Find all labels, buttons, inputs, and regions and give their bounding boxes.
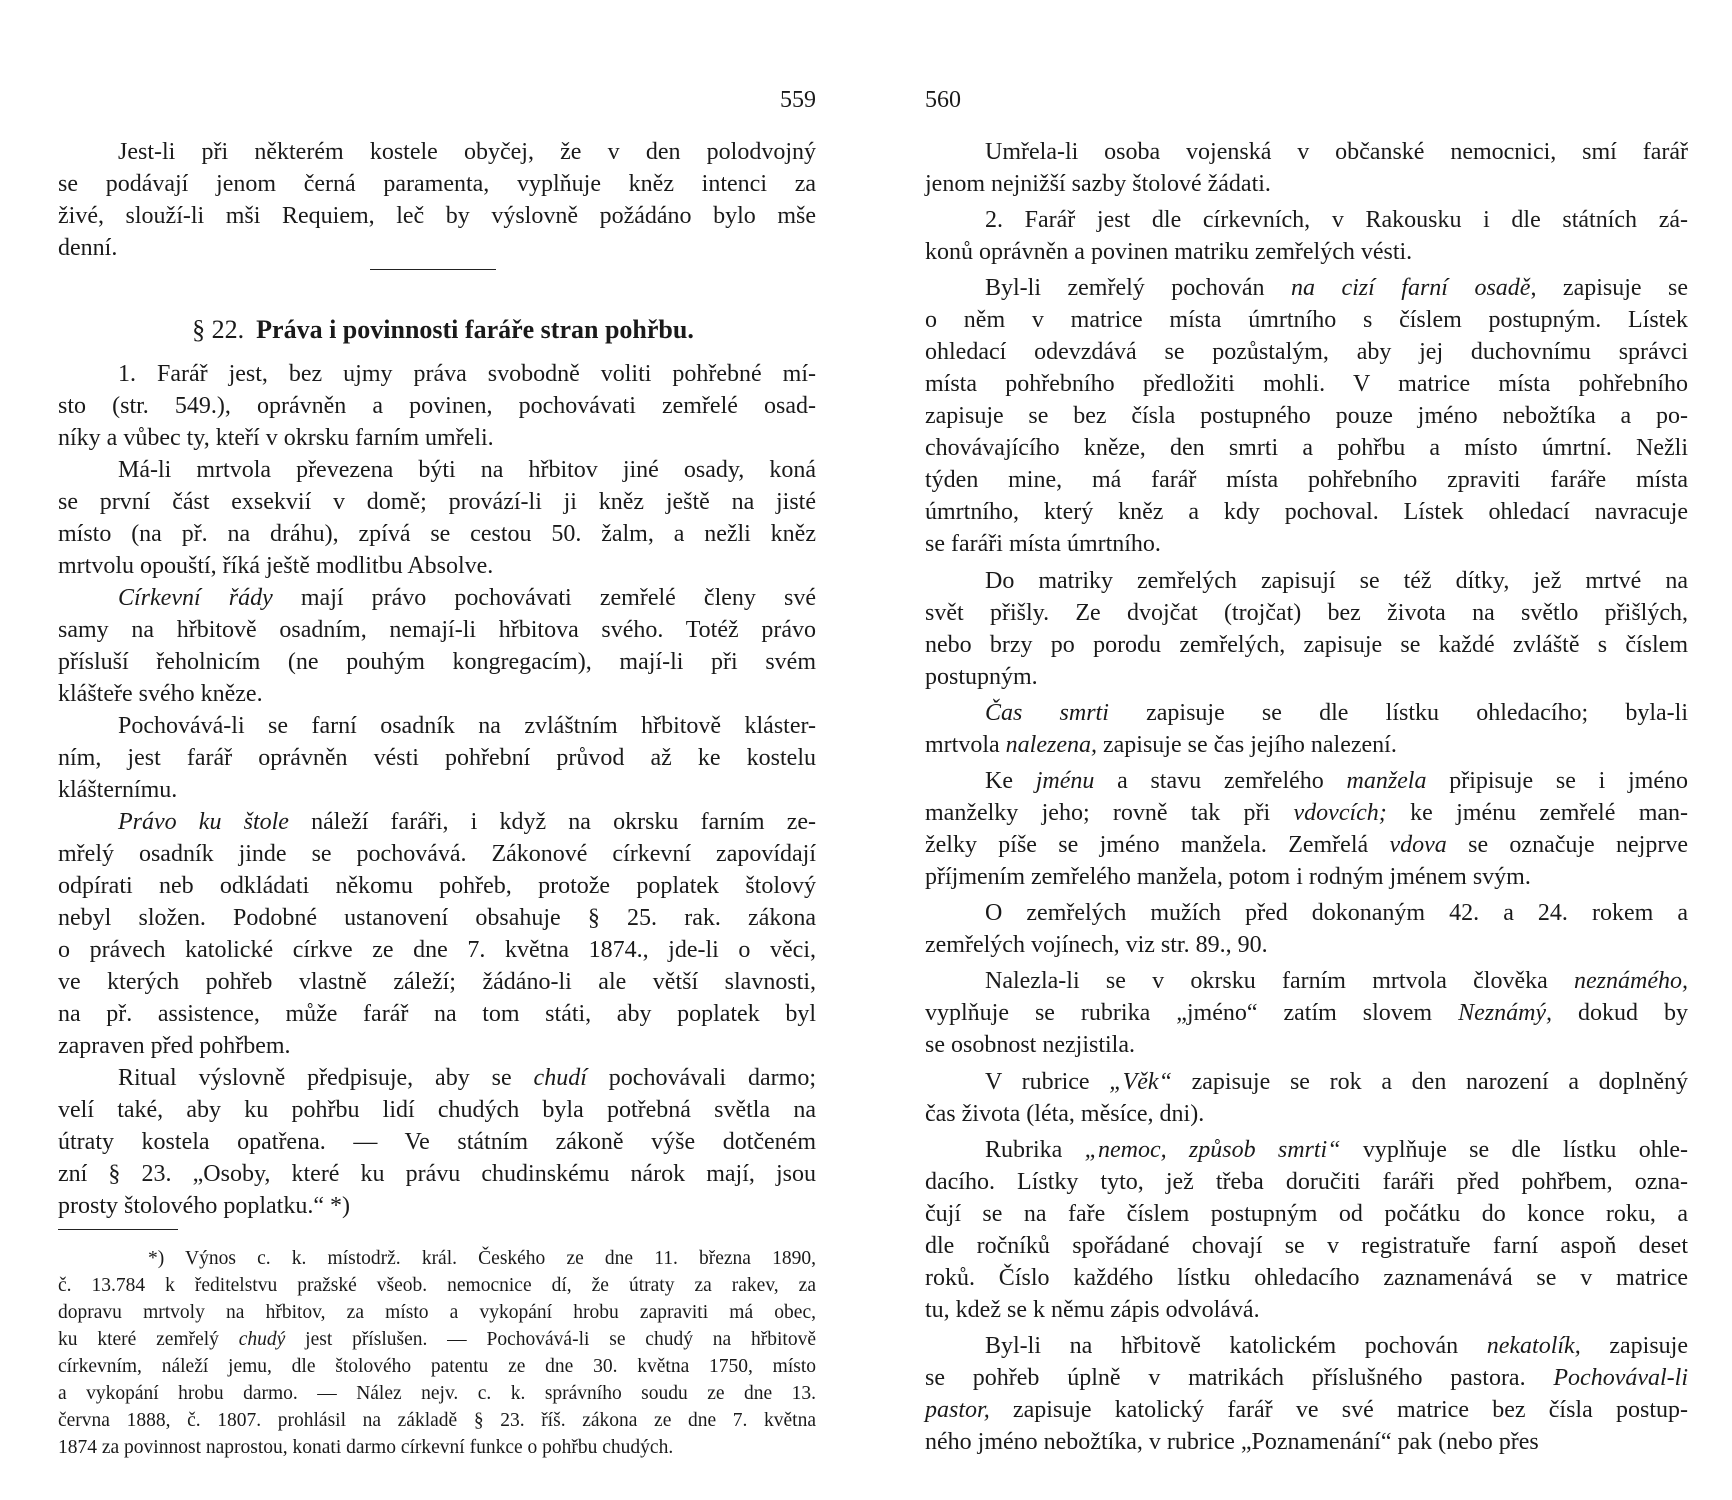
page-body [925,136,1688,1458]
paragraph [58,582,816,710]
paragraph [925,1134,1688,1326]
paragraph [925,272,1688,560]
text-run: V rubrice [985,1068,1110,1095]
text-line [58,966,816,998]
text-run: Ritual výslovně předpisuje, aby se [118,1065,534,1091]
emphasized-text: vdovcích; [1293,799,1387,826]
text-line [58,1326,816,1353]
text-run: níky a vůbec ty, kteří v okrsku farním umřeli. [58,425,494,451]
text-line [925,304,1688,336]
text-run: o něm v matrice místa úmrtního s číslem postupným. Lístek [925,307,1688,334]
text-run: nebyl složen. Podobné ustanovení obsahuje § 25. rak. zákona [58,905,816,931]
text-line [58,1245,816,1272]
text-run: Byl-li zemřelý pochován [985,275,1292,302]
paragraph [925,765,1688,893]
intro-text [58,136,816,264]
footnote [58,1245,816,1461]
text-run: týden mine, má farář místa pohřebního zpraviti faráře místa [925,467,1688,494]
text-line [925,1166,1688,1198]
text-run: živé, slouží-li mši Requiem, leč by výslovně požádáno bylo mše [58,203,816,229]
text-run: června 1888, č. 1807. prohlásil na základě § 23. říš. zákona ze dne 7. května [58,1410,816,1431]
text-run: samy na hřbitově osadním, nemají-li hřbitova svého. Totéž právo [58,617,816,643]
text-line [925,1134,1688,1166]
text-line [925,1262,1688,1294]
text-run: konů oprávněn a povinen matriku zemřelých vésti. [925,239,1413,266]
text-run: jenom nejnižší sazby štolové žádati. [925,171,1271,197]
text-run: a stavu zemřelého [1094,767,1347,794]
text-run: zapisuje se bez čísla postupného pouze jméno nebožtíka a po- [925,403,1688,430]
text-line [925,464,1688,496]
text-line [925,629,1688,661]
text-run: klášternímu. [58,777,178,803]
text-run: místa pohřebního předložiti mohli. V matrice místa pohřebního [925,371,1688,398]
section-number: § 22. [192,315,245,344]
text-line [925,496,1688,528]
emphasized-text: nekatolík, [1486,1332,1581,1359]
text-run: Jest-li při některém kostele obyčej, že v den polodvojný [118,139,816,165]
text-line [925,697,1688,729]
text-line [58,1158,816,1190]
paragraph [58,806,816,1062]
emphasized-text: neznámého, [1574,968,1688,995]
text-run: velí také, aby ku pohřbu lidí chudých byla potřebná světla na [58,1097,816,1123]
text-run: želky píše se jméno manžela. Zemřelá [925,831,1390,858]
text-line [58,934,816,966]
text-run: zapisuje se čas jejího nalezení. [1096,731,1397,758]
text-line [925,965,1688,997]
text-run: připisuje se i jméno [1426,767,1688,794]
paragraph [58,1062,816,1222]
paragraph [925,565,1688,693]
emphasized-text: Pochovával-li [1553,1364,1688,1391]
emphasized-text: vdova [1389,831,1447,858]
text-run: klášteře svého kněze. [58,681,263,707]
text-line [925,236,1688,268]
paragraph [925,697,1688,761]
text-run: sto (str. 549.), oprávněn a povinen, pochovávati zemřelé osad- [58,393,816,419]
text-run: dopravu mrtvoly na hřbitov, za místo a vykopání hrobu zapraviti má obec, [58,1302,816,1323]
paragraph [925,897,1688,961]
text-line [58,710,816,742]
text-line [58,550,816,582]
paragraph [925,1330,1688,1458]
text-line [58,1030,816,1062]
text-line [58,678,816,710]
text-run: místo (na př. na dráhu), zpívá se cestou 50. žalm, a nežli kněz [58,521,816,547]
text-line [925,929,1688,961]
text-line [58,1272,816,1299]
paragraph [58,136,816,264]
text-line [58,422,816,454]
text-line [925,997,1688,1029]
page-number: 559 [780,87,816,113]
text-line [58,200,816,232]
text-line [58,454,816,486]
text-run: se podávají jenom černá paramenta, vyplňuje kněz intenci za [58,171,816,197]
text-run: *) Výnos c. k. místodrž. král. Českého ze dne 11. března 1890, [148,1248,816,1269]
text-run: tu, kdež se k němu zápis odvolává. [925,1296,1260,1323]
emphasized-text: na cizí farní osadě [1291,275,1531,302]
text-line [925,204,1688,236]
text-line [58,1380,816,1407]
text-run: vyplňuje se rubrika „jméno“ zatím slovem [925,1000,1459,1027]
text-run: prosty štolového poplatku.“ *) [58,1193,350,1219]
emphasized-text: „nemoc, způsob smrti“ [1084,1136,1341,1163]
text-line [58,518,816,550]
emphasized-text: Neznámý, [1458,1000,1553,1027]
paragraph [925,136,1688,200]
text-run: příjmením zemřelého manžela, potom i rodným jménem svým. [925,863,1531,890]
text-line [925,1066,1688,1098]
text-run: církevním, náleží jemu, dle štolového patentu ze dne 30. května 1750, místo [58,1356,816,1377]
text-line [58,232,816,264]
text-run: ve kterých pohřeb vlastně záleží; žádáno-li ale větší slavnosti, [58,969,816,995]
text-line [925,336,1688,368]
text-line [58,998,816,1030]
text-run: chovávajícího kněze, den smrti a pohřbu a místo úmrtní. Nežli [925,435,1688,462]
text-run: ním, jest farář oprávněn vésti pohřební průvod až ke kostelu [58,745,816,771]
text-run: roků. Číslo každého lístku ohledacího zaznamenává se v matrice [925,1264,1688,1291]
text-run: a vykopání hrobu darmo. — Nález nejv. c. k. správního soudu ze dne 13. [58,1383,816,1404]
emphasized-text: Církevní řády [118,585,273,611]
text-run: dokud by [1552,1000,1688,1027]
text-line [925,1230,1688,1262]
text-line [58,358,816,390]
text-run: Pochovává-li se farní osadník na zvláštním hřbitově kláster- [118,713,816,739]
text-run: se osobnost nezjistila. [925,1032,1135,1059]
text-line [925,1198,1688,1230]
text-line [925,861,1688,893]
text-line [58,1434,816,1461]
text-run: zemřelých vojínech, viz str. 89., 90. [925,932,1268,959]
text-line [925,1426,1688,1458]
emphasized-text: pastor, [925,1396,990,1423]
text-run: dle ročníků spořádané chovají se v registratuře farní aspoň deset [925,1232,1688,1259]
text-run: ku které zemřelý [58,1329,239,1350]
text-run: se označuje nejprve [1446,831,1688,858]
text-run: Ke [985,767,1036,794]
text-line [925,765,1688,797]
paragraph [58,1245,816,1461]
text-run: dacího. Lístky tyto, jež třeba doručiti faráři před pohřbem, ozna- [925,1168,1688,1195]
emphasized-text: Čas smrti [985,699,1109,726]
text-run: manželky jeho; rovně tak při [925,799,1294,826]
text-line [58,1407,816,1434]
text-line [58,838,816,870]
text-line [58,902,816,934]
text-run: úmrtního, který kněz a kdy pochoval. Lístek ohledací navracuje [925,499,1688,526]
text-line [58,486,816,518]
emphasized-text: chudí [533,1065,587,1091]
text-run: 1874 za povinnost naprostou, konati darmo církevní funkce o pohřbu chudých. [58,1437,674,1458]
emphasized-text: nalezena, [1005,731,1097,758]
text-line [58,1126,816,1158]
text-line [925,272,1688,304]
text-line [925,729,1688,761]
text-run: náleží faráři, i když na okrsku farním ze- [288,809,816,835]
emphasized-text: „Věk“ [1109,1068,1172,1095]
text-run: jest příslušen. — Pochovává-li se chudý na hřbitově [285,1329,817,1350]
text-line [58,742,816,774]
emphasized-text: jménu [1035,767,1095,794]
text-run: se pohřeb úplně v matrikách příslušného pastora. [925,1364,1554,1391]
text-line [925,1394,1688,1426]
text-run: č. 13.784 k ředitelstvu pražské všeob. nemocnice dí, že útraty za rakev, za [58,1275,816,1296]
text-run: čas života (léta, měsíce, dni). [925,1100,1205,1127]
emphasized-text: manžela [1346,767,1427,794]
text-line [58,1190,816,1222]
text-run: o právech katolické církve ze dne 7. května 1874., jde-li o věci, [58,937,816,963]
text-line [925,797,1688,829]
text-line [925,661,1688,693]
text-run: zapisuje [1580,1332,1688,1359]
text-line [925,432,1688,464]
text-run: útraty kostela opatřena. — Ve státním zákoně výše dotčeném [58,1129,816,1155]
emphasized-text: Právo ku štole [118,809,289,835]
text-line [58,1353,816,1380]
text-run: odpírati neb odkládati někomu pohřeb, protože poplatek štolový [58,873,816,899]
text-run: Nalezla-li se v okrsku farním mrtvola člověka [985,968,1575,995]
text-run: Má-li mrtvola převezena býti na hřbitov jiné osady, koná [118,457,816,483]
text-line [925,597,1688,629]
text-run: čují se na faře číslem postupným od počátku do konce roku, a [925,1200,1688,1227]
text-run: vyplňuje se dle lístku ohle- [1340,1136,1688,1163]
text-run: mají právo pochovávati zemřelé členy své [272,585,816,611]
footnote-divider [58,1229,178,1230]
text-run: na př. assistence, může farář na tom státi, aby poplatek byl [58,1001,816,1027]
text-run: mrtvolu opouští, říká ještě modlitbu Absolve. [58,553,494,579]
text-line [58,1299,816,1326]
text-line [925,897,1688,929]
text-run: zapisuje katolický farář ve své matrice bez čísla postup- [989,1396,1688,1423]
text-line [58,168,816,200]
text-run: Rubrika [985,1136,1085,1163]
text-run: ohledací odevzdává se pozůstalým, aby jej duchovnímu správci [925,339,1688,366]
paragraph [925,965,1688,1061]
text-run: ke jménu zemřelé man- [1386,799,1689,826]
section-heading [58,313,816,347]
text-line [58,614,816,646]
text-run: O zemřelých mužích před dokonaným 42. a 24. rokem a [985,900,1688,927]
paragraph [925,204,1688,268]
text-run: mrtvola [925,731,1006,758]
text-line [58,136,816,168]
text-line [58,806,816,838]
text-line [925,1029,1688,1061]
text-line [925,565,1688,597]
text-run: zapisuje se rok a den narození a doplněný [1171,1068,1688,1095]
text-run: se první část exsekvií v domě; provází-li ji kněz ještě na jisté [58,489,816,515]
text-line [58,1062,816,1094]
text-line [925,1362,1688,1394]
emphasized-text: chudý [238,1329,286,1350]
page-number: 560 [925,87,961,113]
text-run: mřelý osadník jinde se pochovává. Zákonové církevní zapovídají [58,841,816,867]
text-line [58,1094,816,1126]
text-run: denní. [58,235,118,261]
text-run: 1. Farář jest, bez ujmy práva svobodně voliti pohřebné mí- [118,361,816,387]
text-run: pochovávali darmo; [586,1065,816,1091]
text-line [925,528,1688,560]
text-line [58,774,816,806]
text-line [925,1098,1688,1130]
section-body [58,358,816,1222]
text-run: Do matriky zemřelých zapisují se též dítky, jež mrtvé na [985,567,1688,594]
text-run: ného jméno nebožtíka, v rubrice „Poznamenání“ pak (nebo přes [925,1428,1539,1455]
text-run: svět přišly. Ze dvojčat (trojčat) bez života na světlo přišlých, [925,599,1688,626]
text-line [58,870,816,902]
text-run: , zapisuje se [1530,275,1689,302]
text-line [925,168,1688,200]
paragraph [58,710,816,806]
section-divider [370,269,496,270]
text-line [925,368,1688,400]
text-line [925,136,1688,168]
section-title: Práva i povinnosti faráře stran pohřbu. [256,315,694,344]
text-line [58,582,816,614]
text-run: se faráři místa úmrtního. [925,531,1161,558]
text-run: 2. Farář jest dle církevních, v Rakousku i dle státních zá- [985,207,1688,234]
paragraph [925,1066,1688,1130]
text-run: postupným. [925,663,1038,690]
text-line [925,1294,1688,1326]
text-line [925,400,1688,432]
text-line [58,390,816,422]
text-run: zní § 23. „Osoby, které ku právu chudinskému nárok mají, jsou [58,1161,816,1187]
text-run: zapraven před pohřbem. [58,1033,291,1059]
text-run: přísluší řeholnicím (ne pouhým kongregacím), mají-li při svém [58,649,816,675]
text-run: Umřela-li osoba vojenská v občanské nemocnici, smí farář [985,139,1688,165]
paragraph [58,358,816,454]
text-line [925,829,1688,861]
paragraph [58,454,816,582]
text-run: zapisuje se dle lístku ohledacího; byla-li [1108,699,1688,726]
text-run: nebo brzy po porodu zemřelých, zapisuje se každé zvláště s číslem [925,631,1688,658]
text-run: Byl-li na hřbitově katolickém pochován [985,1332,1487,1359]
text-line [925,1330,1688,1362]
text-line [58,646,816,678]
